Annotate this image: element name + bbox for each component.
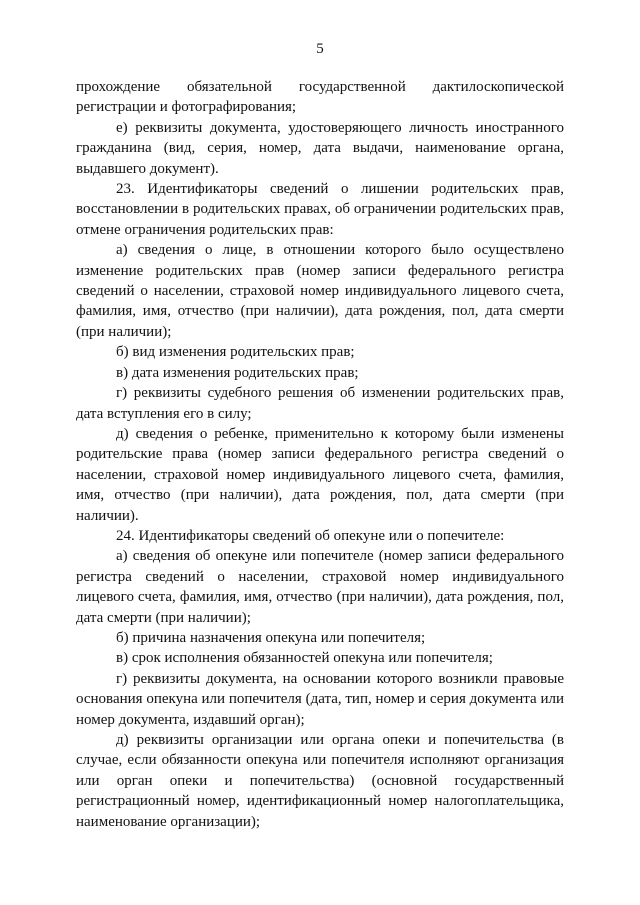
paragraph-23-item-a: а) сведения о лице, в отношении которого было осуществлено изменение родительских прав (номер записи федерального регистра сведений о населении, страховой номер индивидуального лицевого счета, фамилия, имя, отчество (при наличии), дата рождения, пол, дата смерти (при наличии); [76, 242, 564, 340]
paragraph-23-item-b: б) вид изменения родительских прав; [116, 344, 355, 361]
paragraph-24-item-v: в) срок исполнения обязанностей опекуна или попечителя; [116, 650, 493, 667]
paragraph-continuation: прохождение обязательной государственной дактилоскопической регистрации и фотографирования; [76, 79, 564, 116]
paragraph-24-item-g: г) реквизиты документа, на основании которого возникли правовые основания опекуна или попечителя (дата, тип, номер и серия документа или номер документа, издавший орган); [76, 670, 564, 728]
paragraph-section-23: 23. Идентификаторы сведений о лишении родительских прав, восстановлении в родительских правах, об ограничении родительских прав, отмене ограничения родительских прав: [76, 181, 564, 238]
paragraph-section-24: 24. Идентификаторы сведений об опекуне или о попечителе: [116, 527, 505, 544]
paragraph-24-item-a: а) сведения об опекуне или попечителе (номер записи федерального регистра сведений о населении, страховой номер индивидуального лицевого счета, фамилия, имя, отчество (при наличии), дата рождения, пол, дата смерти (при наличии); [76, 548, 564, 626]
paragraph-item-e: е) реквизиты документа, удостоверяющего личность иностранного гражданина (вид, серия, номер, дата выдачи, наименование органа, выдавшего документ). [76, 119, 564, 177]
document-body [76, 77, 564, 832]
paragraph-23-item-d: д) сведения о ребенке, применительно к которому были изменены родительские права (номер записи федерального регистра сведений о населении, страховой номер индивидуального лицевого счета, фамилия, имя, отчество (при наличии), дата рождения, пол, дата смерти (при наличии). [76, 425, 564, 524]
paragraph-24-item-b: б) причина назначения опекуна или попечителя; [116, 629, 426, 646]
paragraph-23-item-v: в) дата изменения родительских прав; [116, 364, 359, 381]
paragraph-23-item-g: г) реквизиты судебного решения об изменении родительских прав, дата вступления его в силу; [76, 385, 564, 422]
paragraph-24-item-d: д) реквизиты организации или органа опеки и попечительства (в случае, если обязанности опекуна или попечителя исполняют организация или орган опеки и попечительства) (основной государственный регистрационный номер, идентификационный номер налогоплательщика, наименование организации); [76, 732, 564, 830]
page-number: 5 [316, 41, 324, 57]
